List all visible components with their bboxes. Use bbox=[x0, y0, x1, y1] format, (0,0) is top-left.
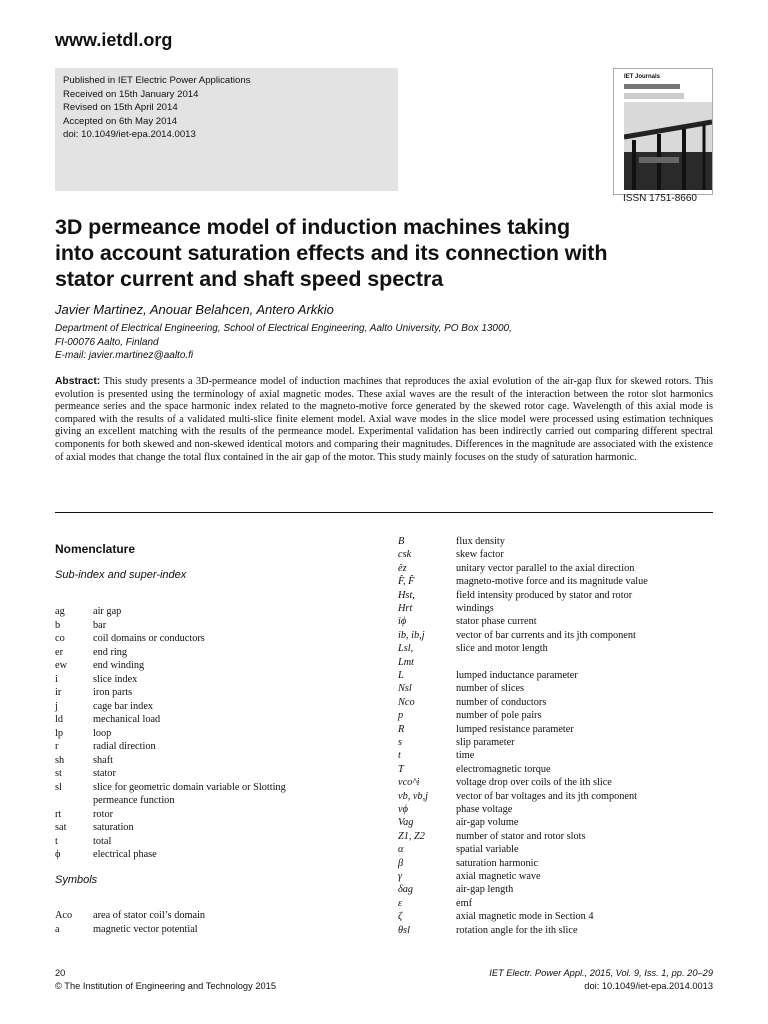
symbol-definition: skew factor bbox=[456, 549, 504, 561]
symbol-definition: vector of bar voltages and its jth component bbox=[456, 790, 638, 802]
divider bbox=[55, 512, 713, 513]
symbol-key: sl bbox=[55, 781, 62, 793]
symbol-key: vϕ bbox=[398, 804, 408, 815]
symbol-key: êz bbox=[398, 562, 407, 574]
symbol-definition: electrical phase bbox=[93, 849, 157, 860]
paper-title bbox=[55, 214, 725, 292]
doi: doi: 10.1049/iet-epa.2014.0013 bbox=[63, 129, 196, 140]
received-date: Received on 15th January 2014 bbox=[63, 88, 199, 100]
symbol-key: γ bbox=[398, 871, 403, 882]
symbol-key: t bbox=[398, 750, 401, 762]
title-line: into account saturation effects and its connection with bbox=[55, 241, 608, 265]
symbol-key: ag bbox=[55, 606, 65, 617]
abstract-text: the interaction between the rotor slot harmonics permeance series and the space harmonic index related to the magneto-motive bbox=[55, 388, 713, 413]
symbol-definition: unitary vector parallel to the axial direction bbox=[456, 562, 635, 574]
symbol-definition: field intensity produced by stator and rotor bbox=[456, 589, 633, 601]
symbol-key: Hst, bbox=[398, 589, 415, 601]
cover-strip bbox=[624, 93, 684, 99]
symbol-definition: number of conductors bbox=[456, 696, 547, 708]
issn: ISSN 1751-8660 bbox=[623, 193, 697, 204]
symbol-definition: bar bbox=[93, 619, 107, 631]
footer-right bbox=[489, 967, 713, 993]
symbol-key: B bbox=[398, 536, 405, 547]
symbol-definition: number of slices bbox=[456, 683, 525, 695]
symbol-definition: end winding bbox=[93, 660, 145, 671]
symbol-key: β bbox=[398, 857, 404, 869]
symbol-key: j bbox=[55, 700, 58, 712]
symbol-definition: permeance function bbox=[93, 795, 175, 806]
symbol-key: sh bbox=[55, 754, 65, 766]
symbol-key: Hrt bbox=[398, 603, 413, 614]
symbol-key: b bbox=[55, 619, 61, 631]
symbol-key: ε bbox=[398, 897, 403, 909]
authors: Javier Martinez, Anouar Belahcen, Antero Arkkio bbox=[55, 302, 334, 317]
symbol-key: p bbox=[398, 710, 404, 722]
abstract-text: force generated by the skewed rotor cage. Wavelength of this axial mode is compared with the results of a validated multi-slice bbox=[55, 401, 714, 425]
cover-title-bar bbox=[624, 84, 680, 89]
abstract-text: for skewed rotors. This evolution is presented using the terminology of axial magnetic modes. These axial waves are the result of bbox=[55, 376, 714, 400]
site-url[interactable]: www.ietdl.org bbox=[55, 30, 173, 50]
symbol-definition: number of pole pairs bbox=[456, 710, 542, 722]
symbol-definition: slip parameter bbox=[456, 737, 515, 748]
symbol-definition: cage bar index bbox=[93, 700, 154, 712]
footer-left bbox=[55, 967, 276, 993]
symbol-key: i bbox=[55, 673, 58, 685]
symbol-definition: shaft bbox=[93, 754, 114, 766]
abstract-label: Abstract: bbox=[55, 376, 101, 387]
title-line: stator current and shaft speed spectra bbox=[55, 267, 444, 291]
symbol-key: a bbox=[55, 923, 60, 935]
cover-brand: IET Journals bbox=[624, 74, 661, 80]
symbol-definition: rotor bbox=[93, 808, 114, 820]
symbol-definition: air-gap volume bbox=[456, 817, 519, 829]
symbol-definition: lumped inductance parameter bbox=[456, 670, 578, 681]
symbol-definition: emf bbox=[456, 897, 473, 909]
symbol-definition: slice index bbox=[93, 673, 138, 685]
symbol-key: r bbox=[55, 741, 59, 752]
cover-photo bbox=[624, 102, 712, 190]
symbol-definition: slice and motor length bbox=[456, 643, 548, 655]
symbol-definition: total bbox=[93, 835, 112, 847]
abstract-text: in the magnitude are associated with the existence of axial modes that change the total flux contained in the air gap of the bbox=[55, 438, 713, 463]
symbol-definition: rotation angle for the ith slice bbox=[456, 924, 578, 936]
symbol-key: er bbox=[55, 646, 63, 658]
revised-date: Revised on 15th April 2014 bbox=[63, 102, 178, 113]
symbol-key: α bbox=[398, 844, 404, 856]
symbol-definition: area of stator coil’s domain bbox=[93, 910, 206, 921]
symbol-key: ld bbox=[55, 714, 64, 725]
symbol-definition: air gap bbox=[93, 606, 122, 617]
affiliation-line: FI-00076 Aalto, Finland bbox=[55, 336, 159, 348]
symbol-key: t bbox=[55, 835, 58, 847]
symbol-key: ib, ib,j bbox=[398, 629, 425, 641]
symbol-key: L bbox=[398, 670, 404, 681]
symbol-definition: spatial variable bbox=[456, 844, 519, 856]
symbol-key: ir bbox=[55, 687, 62, 698]
abstract-text: finite element model. Axial wave modes in the slice model were processed using estimation techniques giving an excellent bbox=[55, 413, 714, 438]
symbol-key: vb, vb,j bbox=[398, 790, 429, 802]
symbol-definition: vector of bar currents and its jth component bbox=[456, 629, 636, 641]
published-in: Published in IET Electric Power Applications bbox=[63, 75, 251, 86]
symbol-definition: coil domains or conductors bbox=[93, 633, 205, 644]
symbol-definition: time bbox=[456, 750, 475, 762]
symbol-definition: phase voltage bbox=[456, 804, 513, 815]
symbol-key: Lsl, bbox=[398, 643, 414, 655]
symbol-definition: air-gap length bbox=[456, 884, 514, 896]
symbol-definition: mechanical load bbox=[93, 714, 161, 725]
symbol-key: Nco bbox=[398, 696, 415, 708]
accepted-date: Accepted on 6th May 2014 bbox=[63, 115, 178, 127]
symbol-definition: voltage drop over coils of the ith slice bbox=[456, 777, 612, 789]
symbol-definition: loop bbox=[93, 727, 112, 739]
email[interactable]: E-mail: javier.martinez@aalto.fi bbox=[55, 350, 194, 361]
abstract-text: This study presents a 3D-permeance model of induction machines that reproduces the axial evolution of the air-gap flux bbox=[103, 376, 612, 387]
nomenclature-heading: Nomenclature bbox=[55, 542, 136, 556]
symbol-key: T bbox=[398, 763, 404, 775]
symbol-key: ζ bbox=[398, 911, 403, 923]
symbol-key: Lmt bbox=[398, 656, 415, 668]
journal-cover-image bbox=[613, 68, 713, 195]
abstract-text: motor. This study mainly focuses on the study of saturation harmonic. bbox=[348, 451, 637, 463]
footer-doi: doi: 10.1049/iet-epa.2014.0013 bbox=[584, 981, 713, 991]
symbol-definition: lumped resistance parameter bbox=[456, 723, 574, 735]
symbol-key: F̂, F̂ bbox=[398, 576, 415, 588]
symbol-definition: magnetic vector potential bbox=[93, 923, 198, 935]
symbol-definition: stator bbox=[93, 768, 116, 779]
symbol-key: csk bbox=[398, 549, 412, 561]
symbol-definition: saturation bbox=[93, 822, 134, 833]
symbol-definition: windings bbox=[456, 603, 494, 614]
symbol-key: Z1, Z2 bbox=[398, 830, 425, 842]
symbol-definition: electromagnetic torque bbox=[456, 763, 551, 775]
abstract bbox=[55, 376, 713, 464]
symbol-definition: end ring bbox=[93, 646, 128, 658]
symbol-key: sat bbox=[55, 822, 67, 833]
symbol-key: iϕ bbox=[398, 616, 407, 628]
page-number: 20 bbox=[55, 968, 66, 978]
symbol-definition: magneto-motive force and its magnitude value bbox=[456, 576, 648, 588]
symbol-key: vco^i bbox=[398, 777, 420, 789]
affiliation-line: Department of Electrical Engineering, School of Electrical Engineering, Aalto University, PO Box 13000, bbox=[55, 323, 512, 334]
symbol-definition: radial direction bbox=[93, 741, 156, 752]
symbol-key: co bbox=[55, 633, 65, 644]
symbol-definition: flux density bbox=[456, 536, 505, 547]
symbol-key: s bbox=[398, 737, 403, 748]
symbol-key: θsl bbox=[398, 924, 410, 936]
abstract-text: matching with the results of the permeance model. Experimental validation has been indirectly carried out comparing bbox=[139, 426, 639, 438]
symbol-definition: iron parts bbox=[93, 687, 133, 698]
symbol-definition: axial magnetic wave bbox=[456, 871, 541, 882]
symbol-definition: number of stator and rotor slots bbox=[456, 830, 586, 842]
symbol-key: ew bbox=[55, 660, 68, 671]
symbol-key: Vag bbox=[398, 817, 414, 829]
publication-info bbox=[63, 74, 251, 142]
copyright: © The Institution of Engineering and Technology 2015 bbox=[55, 981, 277, 991]
title-line: 3D permeance model of induction machines taking bbox=[55, 215, 570, 239]
symbol-key: Aco bbox=[55, 910, 73, 921]
symbol-key: st bbox=[55, 768, 62, 779]
abstract-text: different spectral components for both skewed and non-skewed identical motors and comparing their magnitudes. Differences bbox=[55, 426, 714, 450]
symbol-key: Nsl bbox=[398, 683, 412, 695]
symbol-key: R bbox=[398, 723, 405, 735]
symbols-heading: Symbols bbox=[55, 874, 98, 886]
affiliation bbox=[55, 322, 512, 363]
symbol-definition: axial magnetic mode in Section 4 bbox=[456, 911, 594, 923]
journal-citation: IET Electr. Power Appl., 2015, Vol. 9, Iss. 1, pp. 20–29 bbox=[489, 968, 713, 978]
symbol-key: ϕ bbox=[55, 849, 61, 860]
symbol-key: δag bbox=[398, 884, 414, 896]
symbol-definition: stator phase current bbox=[456, 616, 537, 628]
symbol-key: lp bbox=[55, 727, 64, 739]
symbol-definition: saturation harmonic bbox=[456, 857, 539, 869]
subindex-heading: Sub-index and super-index bbox=[55, 569, 187, 581]
symbol-key: rt bbox=[55, 808, 62, 820]
symbol-definition: slice for geometric domain variable or Slotting bbox=[93, 781, 286, 793]
